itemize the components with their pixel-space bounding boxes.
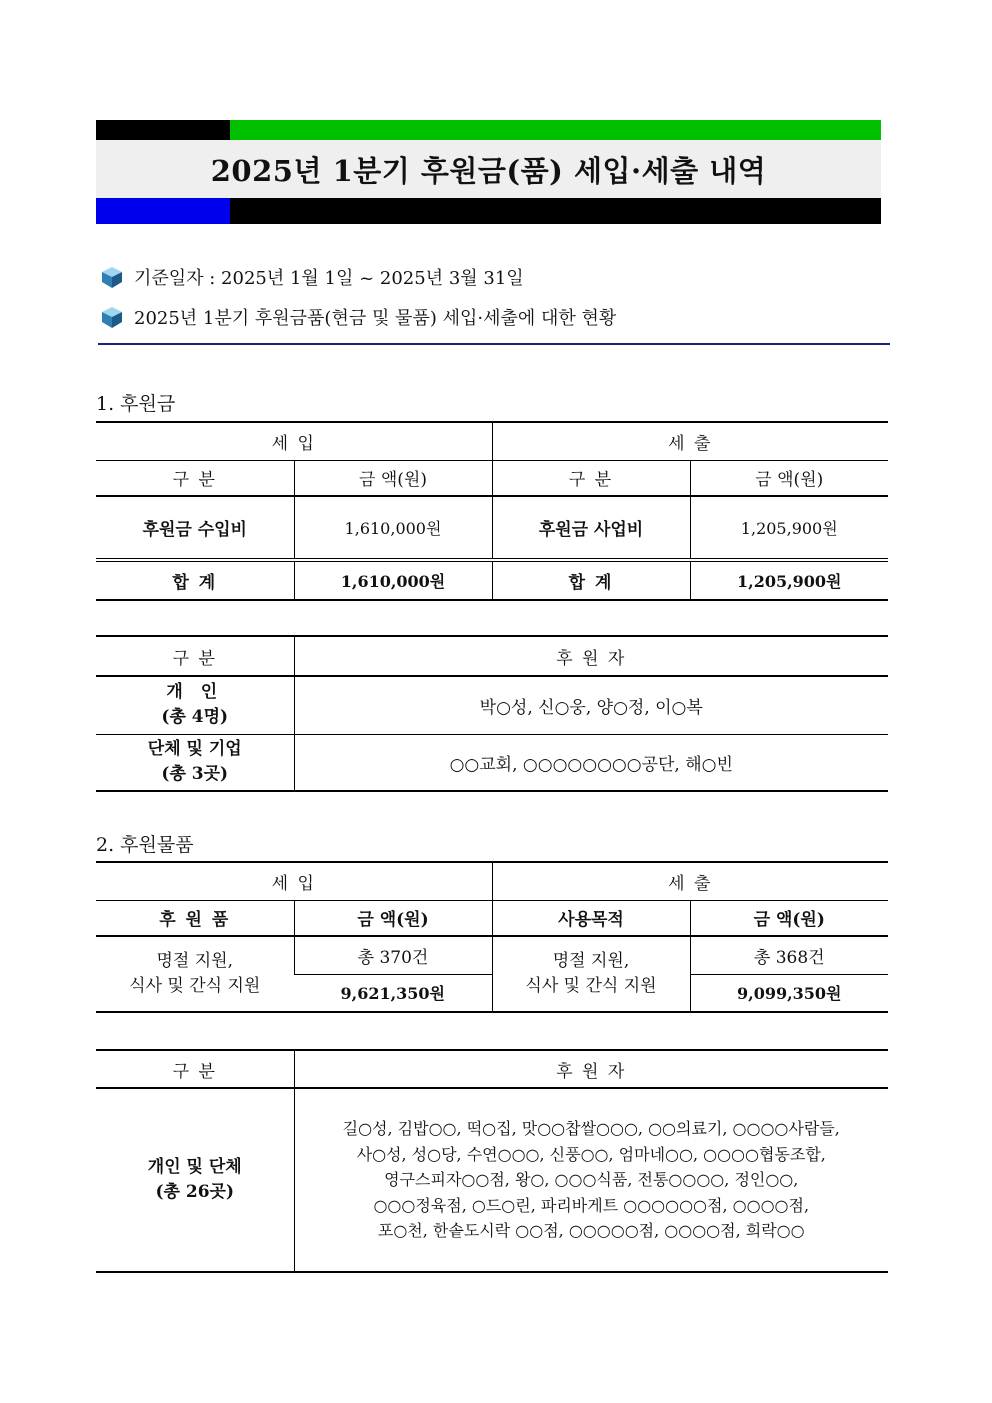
income-category-header: 구 분 — [96, 460, 294, 496]
goods-donor-table — [96, 1049, 888, 1273]
goods-expense-header: 세 출 — [492, 862, 888, 900]
goods-donor-names — [294, 1088, 888, 1272]
donor-row-group-category: 단체 및 기업 (총 3곳) — [96, 734, 294, 791]
income-total-label: 합 계 — [96, 560, 294, 600]
goods-income-count: 총 370건 — [294, 936, 492, 974]
page-title: 2025년 1분기 후원금(품) 세입·세출 내역 — [210, 153, 767, 188]
donor-line: 길○성, 김밥○○, 떡○집, 맛○○찹쌀○○○, ○○의료기, ○○○○사람들, — [342, 1119, 840, 1139]
expense-total: 1,205,900원 — [690, 560, 888, 600]
goods-purpose-header: 사용목적 — [492, 900, 690, 936]
donor-line: 포○천, 한솥도시락 ○○점, ○○○○○점, ○○○○점, 희락○○ — [377, 1221, 805, 1241]
info-line-summary — [100, 304, 616, 330]
income-amount-header: 금 액(원) — [294, 460, 492, 496]
section1-title: 1. 후원금 — [96, 393, 176, 415]
goods-expense-count: 총 368건 — [690, 936, 888, 974]
donor-line: 영구스피자○○점, 왕○, ○○○식품, 전통○○○○, 정인○○, — [384, 1170, 799, 1190]
goods-donor-category-header: 구 분 — [96, 1050, 294, 1088]
expense-header: 세 출 — [492, 422, 888, 460]
cube-bullet-icon — [100, 265, 124, 289]
goods-expense-amount-header: 금 액(원) — [690, 900, 888, 936]
goods-donor-category: 개인 및 단체 (총 26곳) — [96, 1088, 294, 1272]
goods-income-header: 세 입 — [96, 862, 492, 900]
donor-row-individual-category: 개 인 (총 4명) — [96, 676, 294, 734]
donor-category-header: 구 분 — [96, 636, 294, 676]
income-amount: 1,610,000원 — [294, 496, 492, 560]
expense-category-header: 구 분 — [492, 460, 690, 496]
cube-bullet-icon — [100, 305, 124, 329]
goods-expense-purpose: 명절 지원, 식사 및 간식 지원 — [492, 936, 690, 1012]
goods-income-amount-header: 금 액(원) — [294, 900, 492, 936]
info-period-text: 기준일자 : 2025년 1월 1일 ~ 2025년 3월 31일 — [134, 268, 524, 289]
goods-income-amount: 9,621,350원 — [294, 974, 492, 1012]
goods-income-expense-table — [96, 861, 888, 1013]
donor-line: 사○성, 성○당, 수연○○○, 신풍○○, 엄마네○○, ○○○○협동조합, — [356, 1144, 826, 1164]
donor-header: 후 원 자 — [294, 636, 888, 676]
info-line-period — [100, 264, 524, 290]
cash-donor-table — [96, 635, 888, 792]
income-item: 후원금 수입비 — [96, 496, 294, 560]
donor-line: ○○○정육점, ○드○린, 파리바게트 ○○○○○○점, ○○○○점, — [373, 1195, 810, 1215]
donor-row-group-names: ○○교회, ○○○○○○○○공단, 해○빈 — [294, 734, 888, 791]
expense-amount: 1,205,900원 — [690, 496, 888, 560]
goods-donor-header: 후 원 자 — [294, 1050, 888, 1088]
donor-row-individual-names: 박○성, 신○웅, 양○정, 이○복 — [294, 676, 888, 734]
expense-amount-header: 금 액(원) — [690, 460, 888, 496]
banner-top-bar — [96, 120, 881, 140]
expense-total-label: 합 계 — [492, 560, 690, 600]
cash-income-expense-table — [96, 421, 888, 601]
title-banner — [96, 120, 881, 224]
banner-bottom-bar — [96, 198, 881, 224]
income-total: 1,610,000원 — [294, 560, 492, 600]
info-divider — [98, 343, 890, 345]
goods-expense-amount: 9,099,350원 — [690, 974, 888, 1012]
expense-item: 후원금 사업비 — [492, 496, 690, 560]
goods-income-item: 명절 지원, 식사 및 간식 지원 — [96, 936, 294, 1012]
title-box — [96, 140, 881, 198]
income-header: 세 입 — [96, 422, 492, 460]
info-summary-text: 2025년 1분기 후원금품(현금 및 물품) 세입·세출에 대한 현황 — [134, 308, 617, 329]
goods-item-header: 후 원 품 — [96, 900, 294, 936]
section2-title: 2. 후원물품 — [96, 834, 194, 856]
